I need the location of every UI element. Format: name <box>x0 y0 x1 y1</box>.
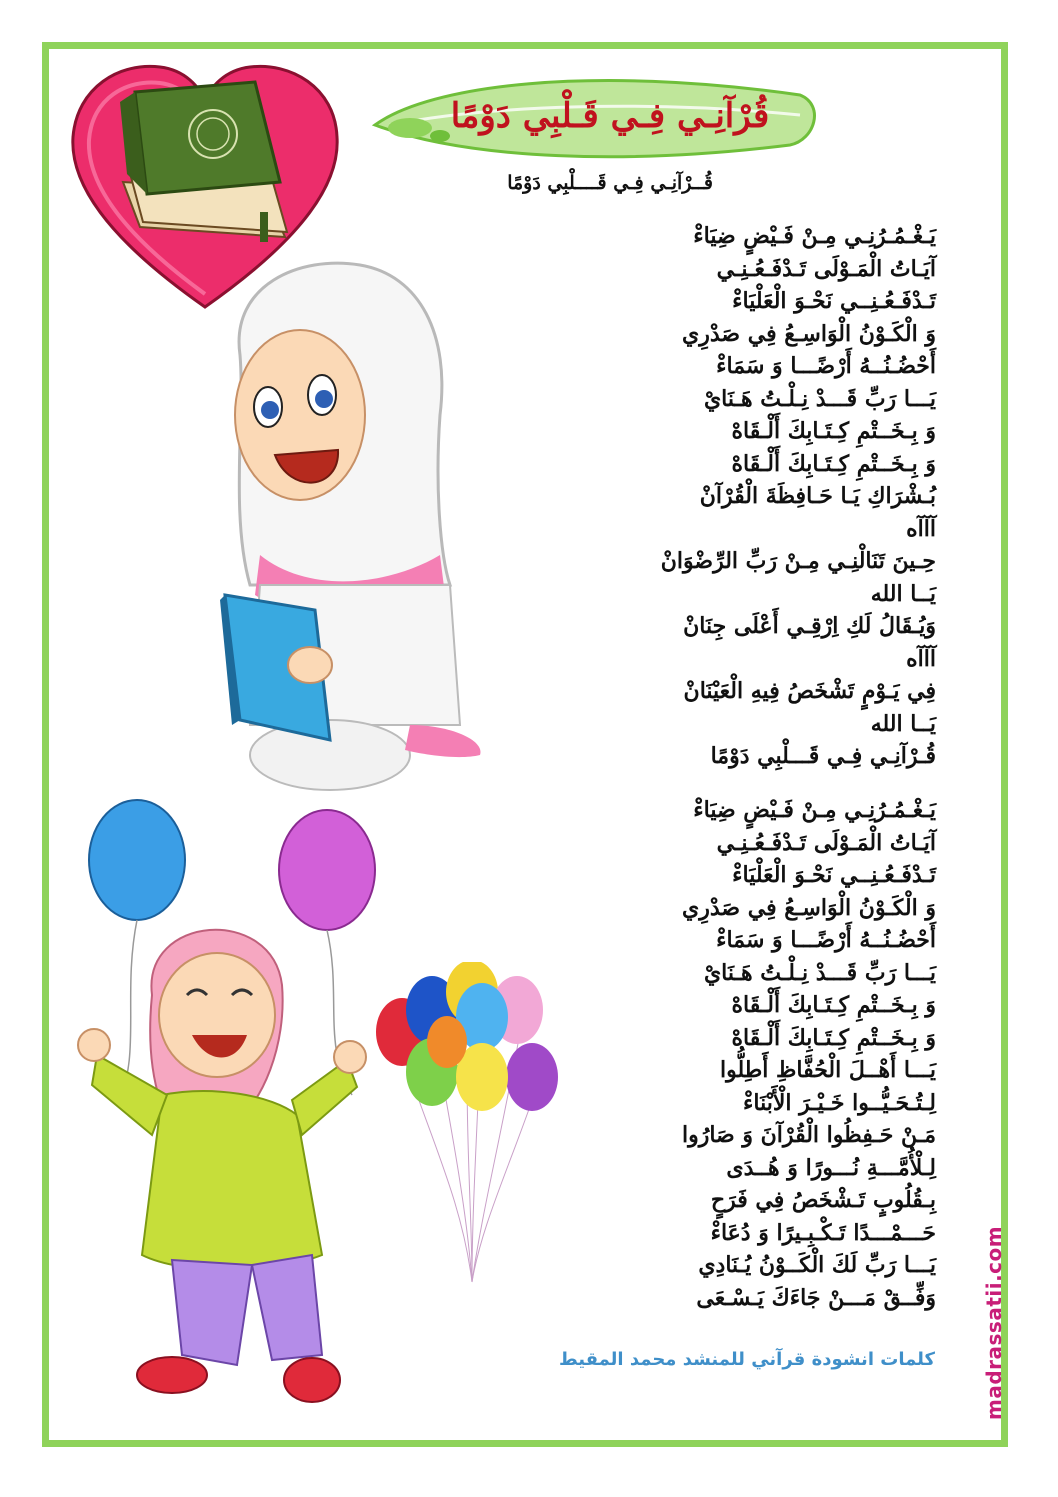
lyric-line: يَــا الله <box>870 580 936 607</box>
lyric-line: تَـدْفَـعُـنِــي نَحْـوَ الْعَلْيَاءْ <box>732 862 936 888</box>
lyric-line: وَيُـقَالُ لَكِ اِرْقِـي أَعْلَى جِنَانْ <box>683 613 936 639</box>
lyric-line: وَ بِـخَــتْمِ كِـتَـابِكَ أَلْـقَاهْ <box>731 418 936 444</box>
lyric-line: وَ بِـخَــتْمِ كِـتَـابِكَ أَلْـقَاهْ <box>731 992 936 1018</box>
lyric-line: لِـلْأُمَّـــةِ نُـــورًا وَ هُــدَى <box>726 1154 936 1181</box>
lyric-line: أَحْضُـنُــهُ أَرْضًـــا وَ سَمَاءْ <box>716 927 936 953</box>
lyric-line: مَـنْ حَـفِظُوا الْقُرْآنَ وَ صَارُوا <box>681 1122 936 1148</box>
lyric-line: فِي يَـوْمٍ تَشْخَصُ فِيهِ الْعَيْنَانْ <box>683 678 936 704</box>
girl-face <box>159 953 275 1077</box>
balloon-orange <box>427 1016 467 1068</box>
lyric-line: وَ الْكَـوْنُ الْوَاسِـعُ فِي صَدْرِي <box>682 894 936 921</box>
lyric-line: وَ الْكَـوْنُ الْوَاسِـعُ فِي صَدْرِي <box>682 320 936 347</box>
lyric-line: لِـتُـحَـيُّــوا خَـيْـرَ الْأَبْنَاءْ <box>743 1089 936 1116</box>
lyric-line: يَـــا رَبِّ قَـــدْ نِـلْـتُ هَـنَايْ <box>703 959 936 986</box>
lyric-line: وَ بِـخَــتْمِ كِـتَـابِكَ أَلْـقَاهْ <box>731 1024 936 1051</box>
lyrics-stanza-2 <box>556 794 936 1314</box>
lyric-line: بُـشْرَاكِ يَـا حَـافِظَةَ الْقُرْآنْ <box>699 483 936 509</box>
balloon-purple <box>506 1043 558 1111</box>
lyric-line: قُـرْآنِـي فِـي قَـــلْبِي دَوْمًا <box>710 743 936 769</box>
girl-balloons-illustration <box>72 795 392 1405</box>
site-watermark: madrassatii.com <box>982 1225 1006 1420</box>
lyric-line: وَ بِـخَــتْمِ كِـتَـابِكَ أَلْـقَاهْ <box>731 450 936 477</box>
lyric-line: أَحْضُـنُــهُ أَرْضًـــا وَ سَمَاءْ <box>716 353 936 379</box>
lyric-line: يَـــا رَبِّ لَكَ الْكَــوْنُ يُـنَادِي <box>698 1252 936 1278</box>
lyric-line: آآآه <box>906 515 936 542</box>
balloon-bunch-illustration <box>372 962 572 1302</box>
lyric-line: حِـينَ تَنَالْنِـي مِـنْ رَبِّ الرِّضْوَانْ <box>660 548 936 574</box>
girl-reading-illustration <box>220 255 490 795</box>
lyric-line: يَـــا أَهْــلَ الْحُفَّاظِ أَطِلُّوا <box>720 1057 936 1083</box>
lyric-line: وَفِّــقْ مَـــنْ جَاءَكَ يَـسْـعَى <box>696 1284 936 1311</box>
lyrics-credit: كلمات انشودة قرآني للمنشد محمد المقيط <box>559 1349 935 1370</box>
lyric-line: يَـغْـمُـرُنِـي مِـنْ فَـيْضٍ ضِيَاءْ <box>693 797 936 823</box>
lyric-line: حَـــمْـــدًا تَـكْـبِـيرًا وَ دُعَاءْ <box>710 1219 936 1246</box>
lyric-line: يَـــا رَبِّ قَـــدْ نِـلْـتُ هَـنَايْ <box>703 385 936 412</box>
lyric-line: آآآه <box>906 645 936 672</box>
lyric-line: آيَـاتُ الْمَـوْلَى تَـدْفَـعُـنِـي <box>716 255 936 282</box>
book-icon <box>120 82 287 242</box>
lyric-line: يَــا الله <box>870 710 936 737</box>
lyric-line: يَـغْـمُـرُنِـي مِـنْ فَـيْضٍ ضِيَاءْ <box>693 223 936 249</box>
lyric-line: آيَـاتُ الْمَـوْلَى تَـدْفَـعُـنِـي <box>716 829 936 856</box>
lyric-line: بِـقُلُوبٍ تَـشْخَصُ فِي فَرَحٍ <box>710 1187 936 1213</box>
page-title: قُرْآنِـي فِـي قَـلْبِي دَوْمًا <box>450 96 770 136</box>
lyrics-stanza-1 <box>556 220 936 773</box>
lyric-line: تَـدْفَـعُـنِــي نَحْـوَ الْعَلْيَاءْ <box>732 288 936 314</box>
song-subtitle: قُــرْآنِـي فِـي قَــــلْبِي دَوْمًا <box>507 172 713 194</box>
